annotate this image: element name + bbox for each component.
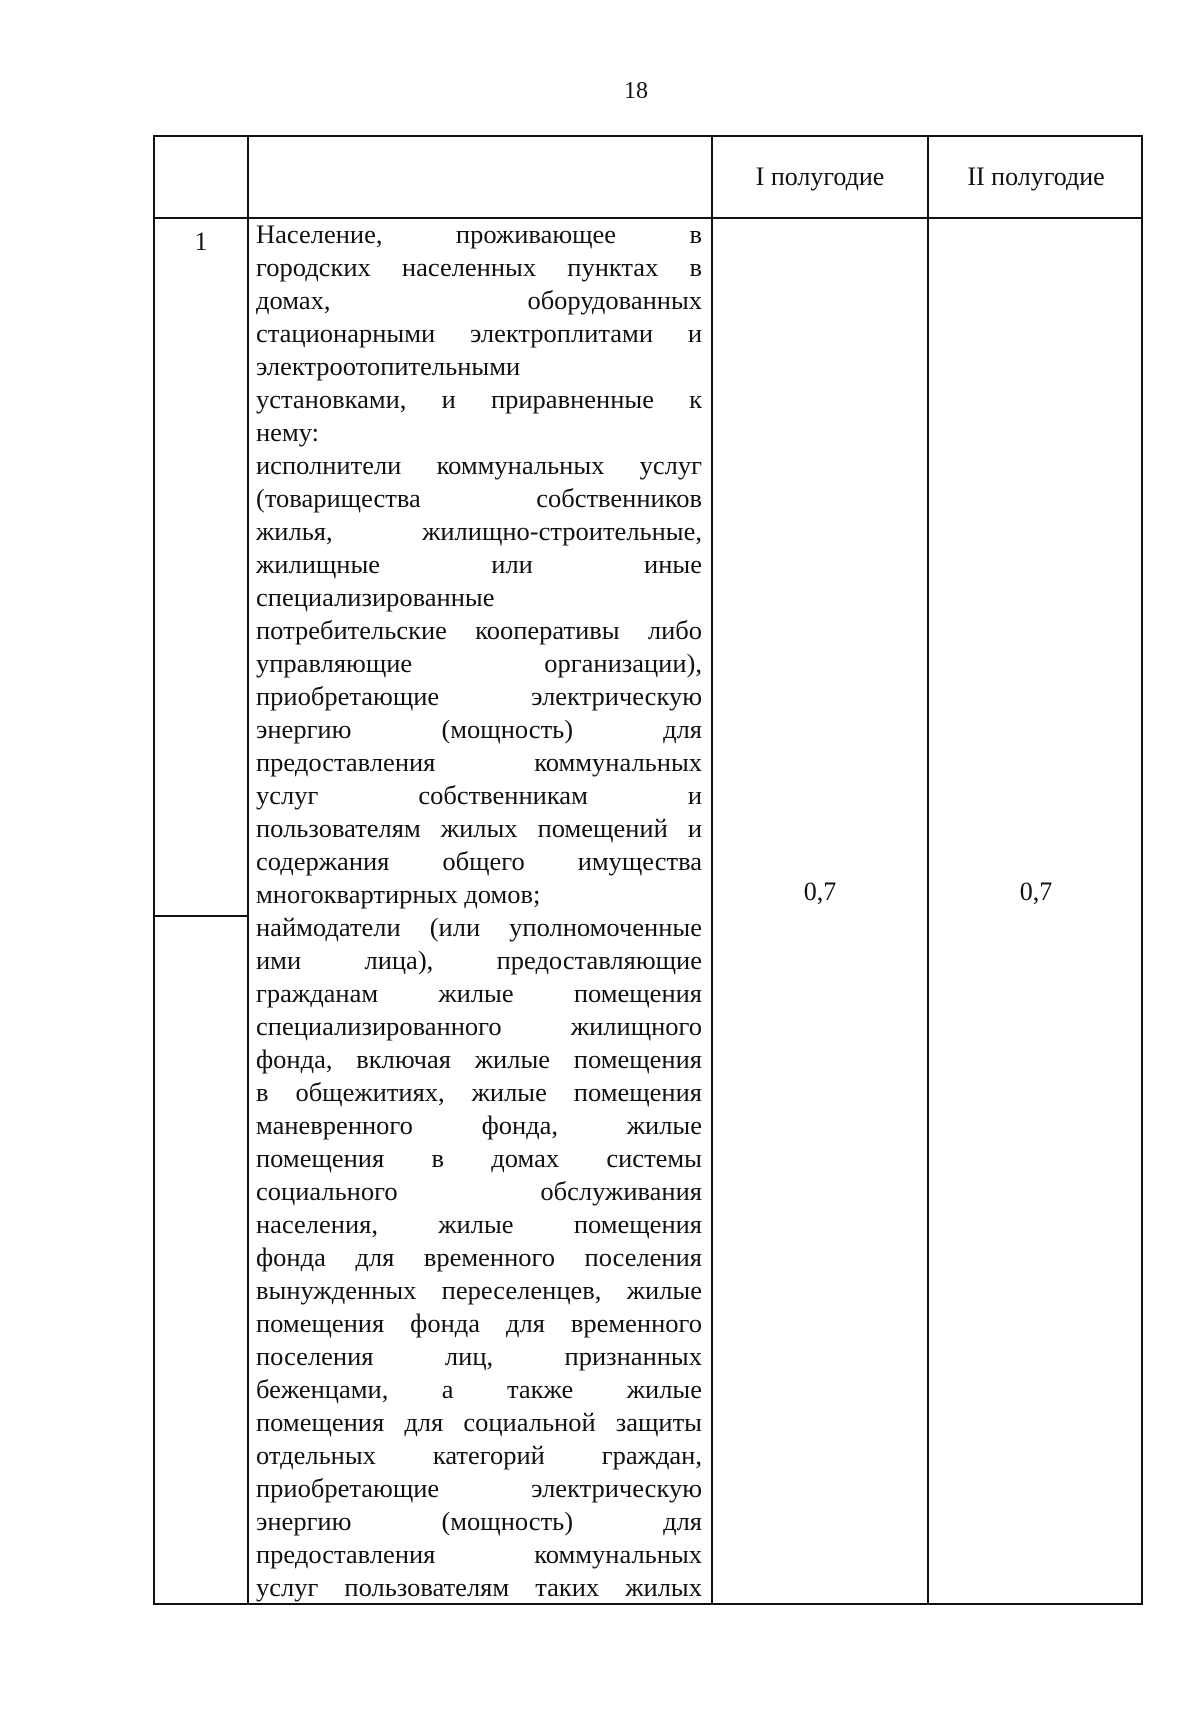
description-line: содержания общего имущества <box>256 846 702 876</box>
description-line: социального обслуживания <box>256 1176 702 1206</box>
description-line: в общежитиях, жилые помещения <box>256 1077 702 1107</box>
header-cell-description <box>249 137 711 217</box>
description-line: энергию (мощность) для <box>256 1506 702 1536</box>
description-line: помещения фонда для временного <box>256 1308 702 1338</box>
description-line: вынужденных переселенцев, жилые <box>256 1275 702 1305</box>
description-line: электроотопительными <box>256 351 521 381</box>
description-line: помещения в домах системы <box>256 1143 702 1173</box>
description-line: предоставления коммунальных <box>256 1539 702 1569</box>
description-line: услуг пользователям таких жилых <box>256 1572 702 1602</box>
description-line: специализированного жилищного <box>256 1011 702 1041</box>
description-line: фонда, включая жилые помещения <box>256 1044 702 1074</box>
row-number: 1 <box>194 227 208 256</box>
description-line: потребительские кооперативы либо <box>256 615 702 645</box>
description-line: фонда для временного поселения <box>256 1242 702 1272</box>
description-line: городских населенных пунктах в <box>256 252 702 282</box>
description-line: предоставления коммунальных <box>256 747 702 777</box>
description-line: услуг собственникам и <box>256 780 702 810</box>
description-line: нему: <box>256 417 319 447</box>
description-line: домах, оборудованных <box>256 285 702 315</box>
header-cell-number <box>155 137 247 217</box>
tariff-table <box>153 135 1143 1605</box>
description-line: управляющие организации), <box>256 648 702 678</box>
description-line: приобретающие электрическую <box>256 681 702 711</box>
description-line: наймодатели (или уполномоченные <box>256 912 702 942</box>
column-divider <box>247 135 249 1605</box>
description-line: жилищные или иные <box>256 549 702 579</box>
description-line: многоквартирных домов; <box>256 879 541 909</box>
value-second-half: 0,7 <box>1019 877 1053 906</box>
description-line: пользователям жилых помещений и <box>256 813 702 843</box>
description-line: маневренного фонда, жилые <box>256 1110 702 1140</box>
header-cell-second-half: II полугодие <box>967 162 1105 191</box>
description-line: стационарными электроплитами и <box>256 318 702 348</box>
description-line: жилья, жилищно-строительные, <box>256 516 702 546</box>
description-line: установками, и приравненные к <box>256 384 702 414</box>
description-line: беженцами, а также жилые <box>256 1374 702 1404</box>
description-line: специализированные <box>256 582 495 612</box>
description-line: исполнители коммунальных услуг <box>256 450 702 480</box>
description-line: энергию (мощность) для <box>256 714 702 744</box>
column-divider <box>927 135 929 1605</box>
description-line: Население, проживающее в <box>256 219 702 249</box>
description-line: гражданам жилые помещения <box>256 978 702 1008</box>
description-line: отдельных категорий граждан, <box>256 1440 702 1470</box>
description-line: населения, жилые помещения <box>256 1209 702 1239</box>
description-line: (товарищества собственников <box>256 483 702 513</box>
description-line: ими лица), предоставляющие <box>256 945 702 975</box>
row-description <box>256 218 702 1604</box>
description-line: приобретающие электрическую <box>256 1473 702 1503</box>
value-first-half: 0,7 <box>803 877 837 906</box>
column-divider <box>711 135 713 1605</box>
description-line: помещения для социальной защиты <box>256 1407 702 1437</box>
description-line: поселения лиц, признанных <box>256 1341 702 1371</box>
page-number: 18 <box>624 78 648 104</box>
row-divider-partial <box>155 915 248 917</box>
header-cell-first-half: I полугодие <box>755 162 885 191</box>
